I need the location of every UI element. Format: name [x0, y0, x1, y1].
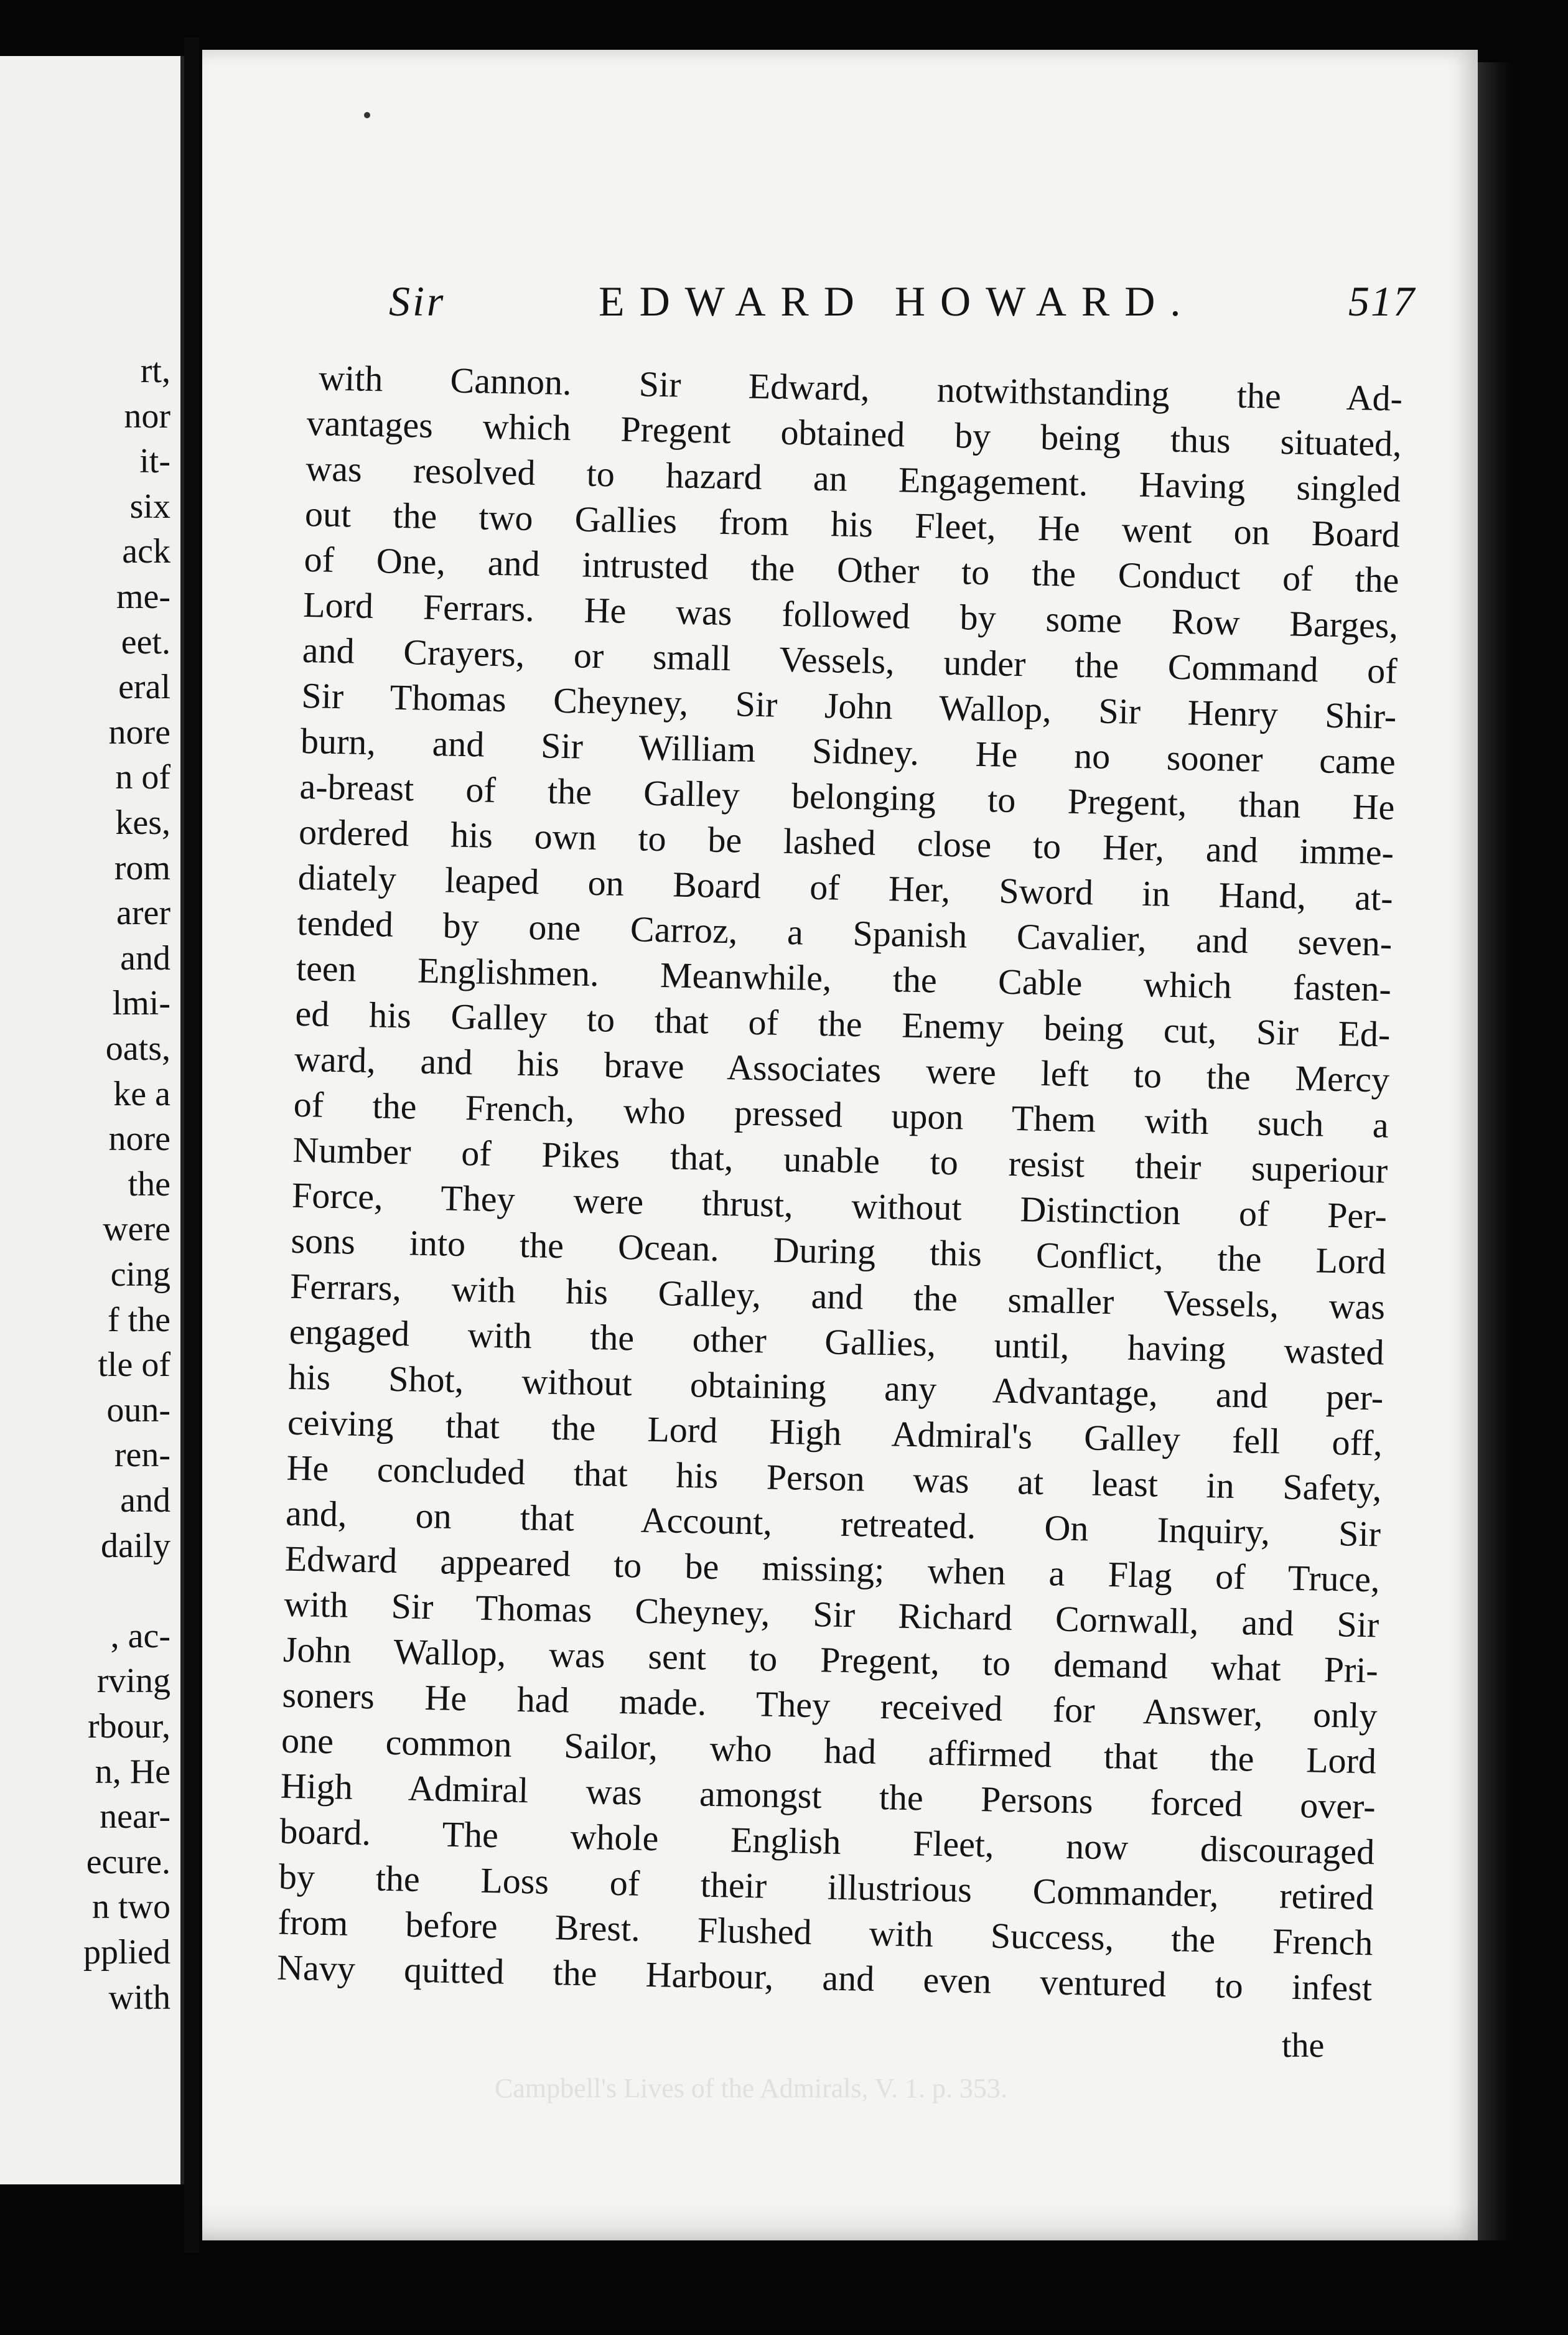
text-line: High Admiral was amongst the Persons forced over- — [280, 1765, 1376, 1827]
page-shadow — [202, 2203, 1478, 2240]
left-page-line-fragment: rbour, — [87, 1707, 170, 1746]
left-page-line-fragment: rving — [96, 1662, 170, 1701]
left-page-line-fragment: ren- — [114, 1436, 170, 1475]
text-line: ceiving that the Lord High Admiral's Galley fell off, — [287, 1401, 1383, 1464]
left-page-line-fragment: six — [129, 487, 170, 526]
left-page-line-fragment: me- — [116, 578, 170, 616]
text-line: Edward appeared to be missing; when a Flag of Truce, — [284, 1538, 1381, 1600]
book-gutter — [184, 37, 199, 2253]
left-page-line-fragment: n of — [115, 758, 170, 797]
left-page-line-fragment: oats, — [105, 1029, 170, 1068]
left-page-line-fragment: and — [120, 938, 170, 978]
left-page-line-fragment: nore — [108, 1120, 170, 1159]
left-page-line-fragment: near- — [100, 1797, 170, 1837]
left-page-line-fragment: tle of — [98, 1345, 170, 1385]
running-header — [389, 277, 1416, 326]
left-page-line-fragment: were — [103, 1210, 170, 1249]
text-line: John Wallop, was sent to Pregent, to demand what Pri- — [282, 1629, 1379, 1691]
text-line: out the two Gallies from his Fleet, He went on Board — [304, 493, 1401, 555]
text-line: ordered his own to be lashed close to Her, and imme- — [298, 811, 1394, 873]
text-line: by the Loss of their illustrious Commander, retired — [278, 1856, 1374, 1918]
text-line: and Crayers, or small Vessels, under the Command of — [302, 629, 1398, 691]
left-page-line-fragment: oun- — [106, 1390, 170, 1430]
left-page-line-fragment: and — [120, 1481, 170, 1520]
left-page-line-fragment: the — [128, 1164, 170, 1204]
left-page-line-fragment: , ac- — [110, 1616, 170, 1655]
book-page — [202, 50, 1478, 2240]
left-page-line-fragment: arer — [116, 894, 170, 933]
text-line: one common Sailor, who had affirmed that the Lord — [281, 1720, 1377, 1782]
left-page-line-fragment: ke a — [113, 1074, 170, 1113]
left-page-line-fragment: n two — [92, 1888, 170, 1927]
header-title: EDWARD HOWARD. — [599, 278, 1196, 325]
ink-dot — [364, 112, 370, 118]
page-edge — [1478, 62, 1512, 2240]
left-page-line-fragment: eral — [118, 668, 170, 707]
catchword: the — [1282, 2026, 1325, 2065]
text-line: with Cannon. Sir Edward, notwithstanding the Ad- — [318, 357, 1403, 419]
left-page-line-fragment: nore — [108, 713, 170, 752]
left-page-line-fragment: cing — [110, 1255, 170, 1294]
previous-page-fragment — [0, 56, 184, 2184]
text-line: Ferrars, with his Galley, and the smaller Vessels, was — [289, 1265, 1386, 1327]
text-line: vantages which Pregent obtained by being thus situated, — [306, 402, 1402, 464]
text-line: board. The whole English Fleet, now discouraged — [279, 1810, 1375, 1873]
text-line: soners He had made. They received for Answer, only — [282, 1674, 1378, 1736]
left-page-line-fragment: ecure. — [86, 1842, 170, 1881]
text-line: diately leaped on Board of Her, Sword in Hand, at- — [297, 856, 1394, 919]
left-page-line-fragment: kes, — [115, 803, 170, 842]
text-line: Sir Thomas Cheyney, Sir John Wallop, Sir Henry Shir- — [301, 675, 1397, 737]
text-line: Navy quitted the Harbour, and even ventured to infest — [276, 1947, 1373, 2009]
left-page-line-fragment: rom — [114, 848, 170, 887]
text-line: ed his Galley to that of the Enemy being cut, Sir Ed- — [295, 993, 1391, 1055]
text-line: Lord Ferrars. He was followed by some Row Barges, — [302, 584, 1399, 646]
text-line: his Shot, without obtaining any Advantage, and per- — [287, 1356, 1384, 1418]
left-page-line-fragment: ack — [122, 532, 170, 571]
footnote-bleedthrough: Campbell's Lives of the Admirals, V. 1. p. 353. — [495, 2073, 1007, 2103]
left-page-line-fragment: pplied — [83, 1933, 170, 1972]
text-line: of One, and intrusted the Other to the Conduct of the — [304, 538, 1399, 601]
text-line: with Sir Thomas Cheyney, Sir Richard Cornwall, and Sir — [283, 1583, 1379, 1645]
left-page-line-fragment: with — [108, 1978, 170, 2017]
left-page-line-fragment: eet. — [121, 622, 170, 662]
left-page-line-fragment: it- — [139, 442, 170, 481]
text-line: burn, and Sir William Sidney. He no sooner came — [300, 720, 1396, 782]
text-line: was resolved to hazard an Engagement. Having singled — [305, 447, 1401, 510]
left-page-line-fragment: n, He — [95, 1752, 170, 1791]
left-page-line-fragment: nor — [124, 396, 170, 436]
text-line: a-breast of the Galley belonging to Pregent, than He — [299, 765, 1395, 828]
left-page-line-fragment: f the — [107, 1300, 170, 1339]
left-page-line-fragment: rt, — [140, 352, 170, 390]
text-line: ward, and his brave Associates were left to the Mercy — [294, 1038, 1390, 1100]
text-line: from before Brest. Flushed with Success, the French — [278, 1901, 1373, 1963]
header-prefix: Sir — [389, 278, 446, 325]
text-line: engaged with the other Gallies, until, having wasted — [289, 1311, 1385, 1373]
page-number: 517 — [1348, 278, 1416, 325]
text-line: sons into the Ocean. During this Conflict, the Lord — [291, 1220, 1386, 1282]
text-line: He concluded that his Person was at least in Safety, — [286, 1447, 1382, 1509]
body-text — [277, 355, 1403, 2011]
left-page-line-fragment: daily — [101, 1526, 170, 1565]
left-page-line-fragment: lmi- — [112, 984, 170, 1023]
text-line: tended by one Carroz, a Spanish Cavalier, and seven- — [296, 902, 1393, 964]
text-line: of the French, who pressed upon Them with such a — [293, 1083, 1389, 1146]
text-line: Force, They were thrust, without Distinction of Per- — [291, 1174, 1388, 1237]
text-line: teen Englishmen. Meanwhile, the Cable which fasten- — [296, 947, 1392, 1009]
text-line: Number of Pikes that, unable to resist their superiour — [292, 1129, 1388, 1191]
text-line: and, on that Account, retreated. On Inquiry, Sir — [285, 1492, 1381, 1555]
